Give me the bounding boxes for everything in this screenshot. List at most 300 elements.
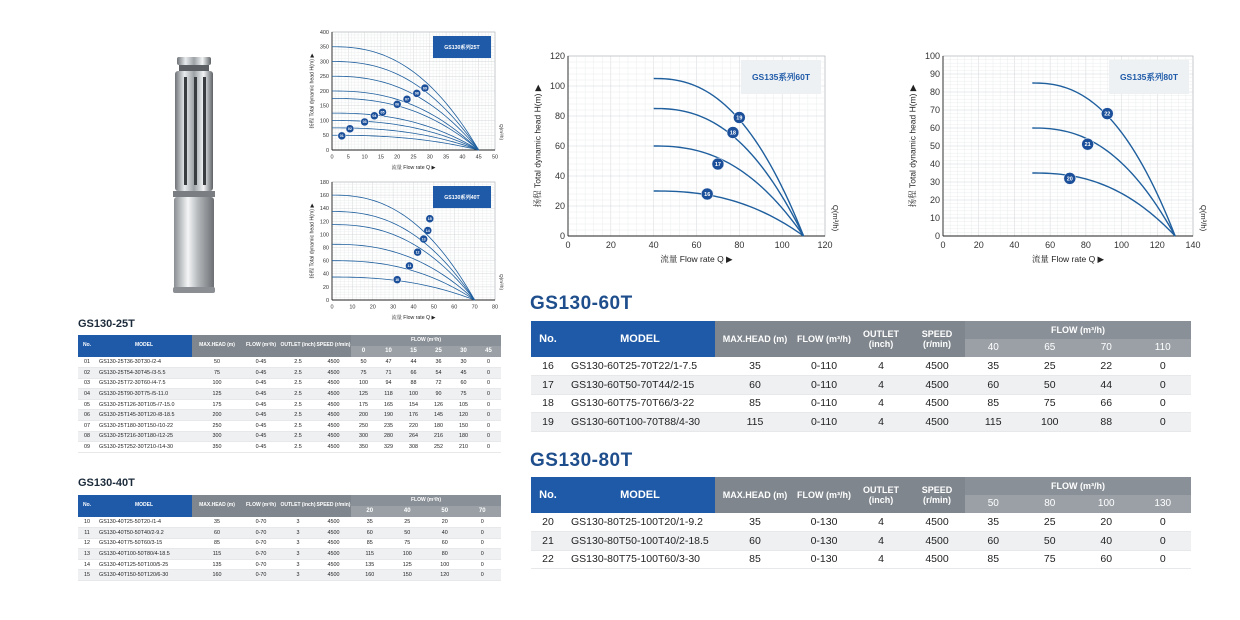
- table-cell: 60: [965, 376, 1022, 395]
- legend-label: GS130系列40T: [444, 194, 480, 201]
- table-cell: 75: [351, 368, 376, 379]
- table-cell: 4500: [316, 410, 351, 421]
- submersible-pump-image: [150, 55, 240, 295]
- table-cell: 0-70: [242, 549, 280, 560]
- x-tick-label: 0: [940, 240, 946, 250]
- model-cell: GS130-25T90-30T75-/5-11.0: [96, 389, 192, 400]
- flow-point: 10: [376, 346, 401, 357]
- model-cell: GS130-80T75-100T60/3-30: [565, 550, 715, 569]
- y-tick-label: 0: [934, 231, 940, 242]
- x-axis-label: 流量 Flow rate Q ▶: [660, 254, 733, 264]
- row-number: 06: [78, 410, 96, 421]
- row-number: 12: [78, 538, 96, 549]
- header-outlet: OUTLET (inch): [280, 495, 316, 517]
- row-number: 19: [531, 413, 565, 432]
- table-cell: 20: [426, 517, 464, 528]
- table-cell: 0-45: [242, 378, 280, 389]
- model-cell: GS130-40T100-50T80/4-18.5: [96, 549, 192, 560]
- table-cell: 4: [853, 376, 909, 395]
- flow-point: 50: [426, 506, 464, 517]
- table-cell: 4500: [316, 559, 351, 570]
- model-cell: GS130-80T50-100T40/2-18.5: [565, 532, 715, 551]
- table-cell: 85: [965, 550, 1022, 569]
- row-number: 21: [531, 532, 565, 551]
- table-cell: 0: [464, 538, 502, 549]
- section-title-40t: GS130-40T: [78, 477, 135, 489]
- table-cell: 45: [451, 368, 476, 379]
- flow-point: 65: [1022, 339, 1079, 357]
- table-cell: 35: [715, 357, 795, 376]
- model-cell: GS130-25T145-30T120-/8-18.5: [96, 410, 192, 421]
- section-title-80t: GS130-80T: [530, 450, 633, 471]
- row-number: 14: [78, 559, 96, 570]
- table-cell: 2.5: [280, 421, 316, 432]
- table-cell: 150: [389, 570, 427, 581]
- table-cell: 0-45: [242, 442, 280, 453]
- table-cell: 4: [853, 357, 909, 376]
- table-row: [531, 532, 1191, 551]
- table-cell: 176: [401, 410, 426, 421]
- flow-point: 0: [351, 346, 376, 357]
- y-tick-label: 10: [929, 213, 940, 224]
- header-no: No.: [78, 495, 96, 517]
- table-row: [78, 559, 501, 570]
- table-row: [531, 513, 1191, 532]
- flow-point: 25: [426, 346, 451, 357]
- table-cell: 115: [715, 413, 795, 432]
- table-cell: 125: [351, 389, 376, 400]
- row-number: 09: [78, 442, 96, 453]
- x-axis-label: 流量 Flow rate Q ▶: [1031, 254, 1105, 264]
- flow-point: 50: [965, 495, 1022, 513]
- table-cell: 50: [192, 357, 242, 368]
- table-row: [78, 431, 501, 442]
- flow-point: 20: [351, 506, 389, 517]
- table-cell: 4500: [316, 399, 351, 410]
- x-tick-label: 0: [330, 304, 334, 311]
- table-cell: 94: [376, 378, 401, 389]
- x-tick-label: 100: [1114, 240, 1130, 250]
- table-cell: 90: [426, 389, 451, 400]
- unit-label: Q(m³/h): [498, 273, 504, 291]
- y-tick-label: 100: [319, 118, 329, 125]
- table-cell: 4500: [316, 517, 351, 528]
- section-title-60t: GS130-60T: [530, 293, 633, 314]
- table-cell: 4500: [909, 532, 965, 551]
- table-cell: 2.5: [280, 431, 316, 442]
- x-tick-label: 20: [973, 240, 984, 250]
- model-cell: GS130-80T25-100T20/1-9.2: [565, 513, 715, 532]
- table-cell: 115: [192, 549, 242, 560]
- y-axis-label: 扬程 Total dynamic head H(m) ▶: [907, 84, 918, 208]
- table-cell: 115: [351, 549, 389, 560]
- header-flow: FLOW (m³/h): [242, 335, 280, 357]
- x-tick-label: 30: [426, 154, 433, 161]
- series-marker-label: 21: [1084, 142, 1091, 149]
- table-cell: 4: [853, 513, 909, 532]
- chart-svg: [520, 46, 840, 276]
- table-cell: 80: [426, 549, 464, 560]
- series-marker-label: 09: [422, 86, 427, 91]
- table-cell: 25: [1022, 357, 1079, 376]
- header-flow-group: FLOW (m³/h): [351, 335, 501, 346]
- series-marker-label: 15: [427, 216, 432, 221]
- series-marker-label: 20: [1066, 176, 1073, 183]
- header-flow: FLOW (m³/h): [242, 495, 280, 517]
- table-cell: 4500: [909, 413, 965, 432]
- table-cell: 0-45: [242, 357, 280, 368]
- table-cell: 0-45: [242, 421, 280, 432]
- table-cell: 2.5: [280, 357, 316, 368]
- x-tick-label: 20: [605, 240, 616, 250]
- header-flow: FLOW (m³/h): [795, 477, 853, 513]
- table-cell: 0: [476, 357, 501, 368]
- spec-table-25t: [78, 335, 501, 453]
- x-tick-label: 80: [1080, 240, 1091, 250]
- x-tick-label: 40: [459, 154, 466, 161]
- y-tick-label: 20: [929, 195, 940, 206]
- table-cell: 120: [451, 410, 476, 421]
- table-cell: 300: [192, 431, 242, 442]
- series-marker-label: 04: [372, 114, 377, 119]
- header-max-head: MAX.HEAD (m): [715, 477, 795, 513]
- x-tick-label: 45: [475, 154, 482, 161]
- table-cell: 3: [280, 549, 316, 560]
- table-cell: 75: [451, 389, 476, 400]
- table-cell: 2.5: [280, 399, 316, 410]
- table-cell: 200: [192, 410, 242, 421]
- table-cell: 85: [351, 538, 389, 549]
- y-tick-label: 20: [322, 284, 329, 291]
- table-cell: 4500: [316, 368, 351, 379]
- table-cell: 40: [426, 528, 464, 539]
- model-cell: GS130-40T50-50T40/2-9.2: [96, 528, 192, 539]
- chart-svg: [300, 176, 505, 324]
- header-flow: FLOW (m³/h): [795, 321, 853, 357]
- table-row: [78, 357, 501, 368]
- flow-point: 110: [1135, 339, 1192, 357]
- table-cell: 0: [464, 549, 502, 560]
- table-cell: 250: [192, 421, 242, 432]
- x-tick-label: 80: [734, 240, 745, 250]
- table-cell: 35: [715, 513, 795, 532]
- table-cell: 60: [451, 378, 476, 389]
- y-tick-label: 0: [559, 231, 565, 242]
- x-tick-label: 40: [410, 304, 417, 311]
- table-cell: 250: [351, 421, 376, 432]
- y-tick-label: 300: [319, 59, 329, 66]
- table-cell: 100: [351, 378, 376, 389]
- table-row: [78, 442, 501, 453]
- table-cell: 50: [1022, 376, 1079, 395]
- model-cell: GS130-60T75-70T66/3-22: [565, 394, 715, 413]
- header-model: MODEL: [96, 495, 192, 517]
- row-number: 02: [78, 368, 96, 379]
- y-tick-label: 200: [319, 88, 329, 95]
- table-cell: 118: [376, 389, 401, 400]
- x-tick-label: 40: [1009, 240, 1020, 250]
- y-tick-label: 60: [322, 258, 329, 265]
- model-cell: GS130-25T54-30T45-/3-5.5: [96, 368, 192, 379]
- table-cell: 0-110: [795, 357, 853, 376]
- table-row: [78, 378, 501, 389]
- x-tick-label: 10: [361, 154, 368, 161]
- header-flow-group: FLOW (m³/h): [965, 321, 1191, 339]
- table-cell: 0: [1135, 532, 1192, 551]
- table-row: [78, 368, 501, 379]
- table-cell: 85: [192, 538, 242, 549]
- y-tick-label: 50: [322, 133, 329, 140]
- legend-label: GS135系列60T: [751, 71, 811, 82]
- table-cell: 25: [389, 517, 427, 528]
- table-cell: 36: [426, 357, 451, 368]
- table-cell: 75: [1022, 550, 1079, 569]
- y-tick-label: 40: [554, 171, 565, 182]
- flow-point: 45: [476, 346, 501, 357]
- x-axis-label: 流量 Flow rate Q ▶: [391, 315, 436, 321]
- series-marker-label: 08: [414, 91, 419, 96]
- flow-point: 70: [464, 506, 502, 517]
- table-row: [78, 528, 501, 539]
- table-cell: 100: [389, 549, 427, 560]
- table-cell: 3: [280, 570, 316, 581]
- x-tick-label: 5: [346, 154, 350, 161]
- table-cell: 4500: [316, 570, 351, 581]
- table-cell: 2.5: [280, 410, 316, 421]
- flow-point: 30: [451, 346, 476, 357]
- table-cell: 40: [1078, 532, 1135, 551]
- table-cell: 175: [351, 399, 376, 410]
- table-cell: 35: [351, 517, 389, 528]
- spec-table-80t: [531, 477, 1191, 569]
- table-cell: 100: [192, 378, 242, 389]
- series-marker-label: 01: [339, 134, 344, 139]
- table-cell: 160: [351, 570, 389, 581]
- table-cell: 71: [376, 368, 401, 379]
- x-tick-label: 120: [817, 240, 833, 250]
- table-cell: 154: [401, 399, 426, 410]
- row-number: 18: [531, 394, 565, 413]
- y-tick-label: 90: [929, 69, 940, 80]
- table-cell: 0-45: [242, 431, 280, 442]
- legend-label: GS135系列80T: [1119, 71, 1179, 82]
- table-cell: 235: [376, 421, 401, 432]
- model-cell: GS130-40T75-50T60/3-15: [96, 538, 192, 549]
- chart-gs135-60t: [520, 46, 840, 276]
- x-tick-label: 25: [410, 154, 417, 161]
- table-cell: 4500: [316, 421, 351, 432]
- header-speed: SPEED (r/min): [316, 495, 351, 517]
- table-cell: 0-70: [242, 559, 280, 570]
- flow-point: 80: [1022, 495, 1079, 513]
- series-marker-label: 13: [421, 237, 426, 242]
- table-cell: 200: [351, 410, 376, 421]
- table-cell: 4500: [316, 378, 351, 389]
- header-max-head: MAX.HEAD (m): [192, 495, 242, 517]
- x-tick-label: 0: [565, 240, 571, 250]
- y-tick-label: 60: [929, 123, 940, 134]
- table-cell: 50: [351, 357, 376, 368]
- table-cell: 135: [351, 559, 389, 570]
- chart-gs135-80t: [895, 46, 1215, 276]
- x-tick-label: 50: [491, 154, 499, 161]
- x-tick-label: 20: [369, 304, 376, 311]
- table-cell: 0: [464, 528, 502, 539]
- header-no: No.: [531, 477, 565, 513]
- table-cell: 0: [476, 378, 501, 389]
- row-number: 05: [78, 399, 96, 410]
- table-cell: 0-45: [242, 399, 280, 410]
- table-cell: 280: [376, 431, 401, 442]
- header-model: MODEL: [96, 335, 192, 357]
- table-cell: 4500: [316, 431, 351, 442]
- table-cell: 0: [476, 431, 501, 442]
- table-cell: 329: [376, 442, 401, 453]
- x-tick-label: 0: [330, 154, 334, 161]
- y-tick-label: 20: [554, 201, 565, 212]
- table-cell: 0: [1135, 376, 1192, 395]
- y-tick-label: 100: [319, 232, 329, 239]
- y-tick-label: 0: [325, 147, 329, 154]
- y-tick-label: 100: [924, 51, 940, 62]
- unit-label: Q(m³/h): [498, 123, 504, 141]
- flow-point: 15: [401, 346, 426, 357]
- row-number: 07: [78, 421, 96, 432]
- table-cell: 60: [426, 538, 464, 549]
- x-tick-label: 40: [648, 240, 659, 250]
- table-cell: 160: [192, 570, 242, 581]
- table-cell: 4: [853, 394, 909, 413]
- chart-gs130-25t: [300, 26, 505, 174]
- table-cell: 0: [476, 442, 501, 453]
- flow-point: 130: [1135, 495, 1192, 513]
- table-row: [531, 413, 1191, 432]
- table-cell: 0: [476, 421, 501, 432]
- series-marker-label: 19: [736, 115, 743, 122]
- table-cell: 4500: [909, 550, 965, 569]
- table-cell: 0-110: [795, 394, 853, 413]
- table-cell: 216: [426, 431, 451, 442]
- table-cell: 4500: [316, 389, 351, 400]
- table-cell: 4500: [909, 357, 965, 376]
- header-no: No.: [531, 321, 565, 357]
- table-cell: 350: [351, 442, 376, 453]
- model-cell: GS130-60T50-70T44/2-15: [565, 376, 715, 395]
- x-tick-label: 140: [1185, 240, 1201, 250]
- y-tick-label: 140: [319, 206, 329, 213]
- table-cell: 0-70: [242, 538, 280, 549]
- table-cell: 72: [426, 378, 451, 389]
- table-cell: 0-130: [795, 513, 853, 532]
- table-cell: 0-70: [242, 517, 280, 528]
- table-cell: 0: [464, 559, 502, 570]
- table-cell: 145: [426, 410, 451, 421]
- y-axis-label: 扬程 Total dynamic head H(m) ▶: [309, 203, 316, 279]
- header-model: MODEL: [565, 477, 715, 513]
- table-cell: 25: [1022, 513, 1079, 532]
- legend-label: GS130系列25T: [444, 44, 480, 51]
- table-cell: 60: [1078, 550, 1135, 569]
- header-speed: SPEED (r/min): [316, 335, 351, 357]
- table-cell: 0-130: [795, 532, 853, 551]
- y-tick-label: 180: [319, 179, 329, 186]
- table-cell: 47: [376, 357, 401, 368]
- table-cell: 50: [389, 528, 427, 539]
- flow-point: 100: [1078, 495, 1135, 513]
- table-cell: 105: [451, 399, 476, 410]
- table-cell: 85: [965, 394, 1022, 413]
- table-cell: 2.5: [280, 378, 316, 389]
- table-cell: 4500: [316, 549, 351, 560]
- y-tick-label: 350: [319, 44, 329, 51]
- table-cell: 0-130: [795, 550, 853, 569]
- model-cell: GS130-25T252-30T210-/14-30: [96, 442, 192, 453]
- table-cell: 60: [192, 528, 242, 539]
- y-tick-label: 150: [319, 103, 329, 110]
- table-cell: 20: [1078, 513, 1135, 532]
- table-row: [78, 389, 501, 400]
- header-max-head: MAX.HEAD (m): [192, 335, 242, 357]
- table-cell: 22: [1078, 357, 1135, 376]
- table-row: [78, 517, 501, 528]
- y-tick-label: 400: [319, 29, 329, 36]
- header-flow-group: FLOW (m³/h): [351, 495, 501, 506]
- table-cell: 3: [280, 528, 316, 539]
- y-tick-label: 160: [319, 193, 329, 200]
- model-cell: GS130-40T150-50T120/6-30: [96, 570, 192, 581]
- x-tick-label: 60: [691, 240, 702, 250]
- table-cell: 60: [715, 376, 795, 395]
- table-row: [78, 410, 501, 421]
- table-cell: 0: [1135, 413, 1192, 432]
- table-cell: 210: [451, 442, 476, 453]
- table-cell: 180: [426, 421, 451, 432]
- model-cell: GS130-25T180-30T150-/10-22: [96, 421, 192, 432]
- y-tick-label: 120: [549, 51, 565, 62]
- spec-table-60t: [531, 321, 1191, 432]
- x-tick-label: 10: [349, 304, 356, 311]
- table-cell: 0-45: [242, 410, 280, 421]
- row-number: 03: [78, 378, 96, 389]
- y-tick-label: 120: [319, 219, 329, 226]
- y-tick-label: 80: [929, 87, 940, 98]
- table-cell: 60: [965, 532, 1022, 551]
- chart-svg: [895, 46, 1215, 276]
- header-max-head: MAX.HEAD (m): [715, 321, 795, 357]
- flow-point: 40: [965, 339, 1022, 357]
- table-cell: 126: [426, 399, 451, 410]
- series-marker-label: 18: [729, 130, 736, 137]
- table-cell: 54: [426, 368, 451, 379]
- unit-label: Q(m³/h): [1199, 204, 1209, 232]
- x-tick-label: 60: [451, 304, 458, 311]
- table-cell: 75: [1022, 394, 1079, 413]
- x-tick-label: 20: [394, 154, 401, 161]
- table-cell: 60: [715, 532, 795, 551]
- table-cell: 0: [464, 570, 502, 581]
- table-cell: 75: [389, 538, 427, 549]
- table-cell: 3: [280, 517, 316, 528]
- table-row: [78, 549, 501, 560]
- chart-svg: [300, 26, 505, 174]
- y-tick-label: 60: [554, 141, 565, 152]
- row-number: 22: [531, 550, 565, 569]
- table-cell: 0: [476, 399, 501, 410]
- series-marker-label: 12: [415, 250, 420, 255]
- table-cell: 3: [280, 538, 316, 549]
- table-cell: 44: [1078, 376, 1135, 395]
- table-cell: 0: [464, 517, 502, 528]
